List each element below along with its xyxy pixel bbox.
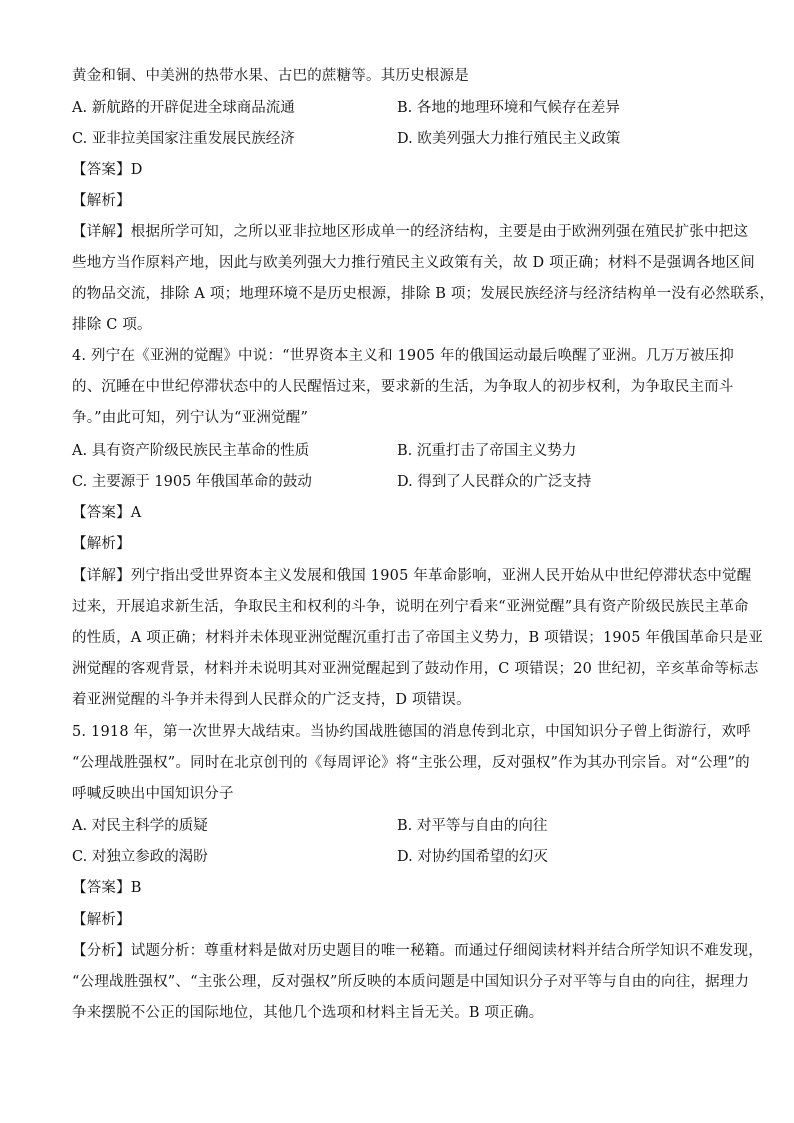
q5-option-a: A. 对民主科学的质疑: [72, 818, 208, 834]
q4-detail-line: 【详解】列宁指出受世界资本主义发展和俄国 1905 年革命影响，亚洲人民开始从中世纪停滞状态中觉醒: [72, 568, 752, 584]
q3-stem: 黄金和铜、中美洲的热带水果、古巴的蔗糖等。其历史根源是: [72, 68, 469, 84]
q4-stem-line: 4. 列宁在《亚洲的觉醒》中说：“世界资本主义和 1905 年的俄国运动最后唤醒了亚洲。几万万被压抑: [72, 348, 734, 364]
q4-detail-line: 着亚洲觉醒的斗争并未得到人民群众的广泛支持，D 项错误。: [72, 692, 471, 708]
q3-option-a: A. 新航路的开辟促进全球商品流通: [72, 100, 295, 116]
q4-stem-line: 的、沉睡在中世纪停滞状态中的人民醒悟过来，要求新的生活，为争取人的初步权利，为争取民主而斗: [72, 379, 734, 395]
q4-detail-line: 的性质，A 项正确；材料并未体现亚洲觉醒沉重打击了帝国主义势力，B 项错误；1905 年俄国革命只是亚: [72, 630, 764, 646]
q5-answer: 【答案】B: [72, 880, 142, 896]
q5-analysis-label: 【解析】: [72, 912, 131, 928]
q3-detail-line: 排除 C 项。: [72, 317, 152, 333]
q5-stem-line: 5. 1918 年，第一次世界大战结束。当协约国战胜德国的消息传到北京，中国知识分子曾上街游行，欢呼: [72, 724, 751, 740]
q5-detail-line: “公理战胜强权”、“主张公理，反对强权”所反映的本质问题是中国知识分子对平等与自由的向往，据理力: [72, 974, 750, 990]
q4-answer: 【答案】A: [72, 505, 142, 521]
q4-detail-line: 洲觉醒的客观背景，材料并未说明其对亚洲觉醒起到了鼓动作用，C 项错误；20 世纪初，辛亥革命等标志: [72, 661, 759, 677]
q4-option-a: A. 具有资产阶级民族民主革命的性质: [72, 443, 310, 459]
q3-detail-line: 【详解】根据所学可知，之所以亚非拉地区形成单一的经济结构，主要是由于欧洲列强在殖民扩张中把这: [72, 224, 749, 240]
q3-option-d: D. 欧美列强大力推行殖民主义政策: [397, 131, 621, 147]
q5-option-c: C. 对独立参政的渴盼: [72, 849, 208, 865]
q5-stem-line: 呼喊反映出中国知识分子: [72, 786, 234, 802]
q4-option-c: C. 主要源于 1905 年俄国革命的鼓动: [72, 474, 312, 490]
q5-detail-line: 【分析】试题分析：尊重材料是做对历史题目的唯一秘籍。而通过仔细阅读材料并结合所学知识不难发现，: [72, 943, 763, 959]
q5-option-b: B. 对平等与自由的向往: [397, 818, 548, 834]
q5-stem-line: “公理战胜强权”。同时在北京创刊的《每周评论》将“主张公理，反对强权”作为其办刊宗旨。对“公理”的: [72, 755, 750, 771]
q3-analysis-label: 【解析】: [72, 193, 131, 209]
q4-analysis-label: 【解析】: [72, 536, 131, 552]
q4-detail-line: 过来，开展追求新生活，争取民主和权利的斗争，说明在列宁看来“亚洲觉醒”具有资产阶级民族民主革命: [72, 599, 749, 615]
q3-detail-line: 些地方当作原料产地，因此与欧美列强大力推行殖民主义政策有关，故 D 项正确；材料不是强调各地区间: [72, 255, 755, 271]
q4-option-d: D. 得到了人民群众的广泛支持: [397, 474, 592, 490]
q4-stem-line: 争。”由此可知，列宁认为“亚洲觉醒”: [72, 410, 309, 426]
q3-option-c: C. 亚非拉美国家注重发展民族经济: [72, 131, 295, 147]
q3-answer: 【答案】D: [72, 162, 143, 178]
q5-option-d: D. 对协约国希望的幻灭: [397, 849, 548, 865]
q5-detail-line: 争来摆脱不公正的国际地位，其他几个选项和材料主旨无关。B 项正确。: [72, 1005, 544, 1021]
q3-option-b: B. 各地的地理环境和气候存在差异: [397, 100, 620, 116]
q3-detail-line: 的物品交流，排除 A 项；地理环境不是历史根源，排除 B 项；发展民族经济与经济结构单一没有必然联系，: [72, 286, 775, 302]
q4-option-b: B. 沉重打击了帝国主义势力: [397, 443, 577, 459]
